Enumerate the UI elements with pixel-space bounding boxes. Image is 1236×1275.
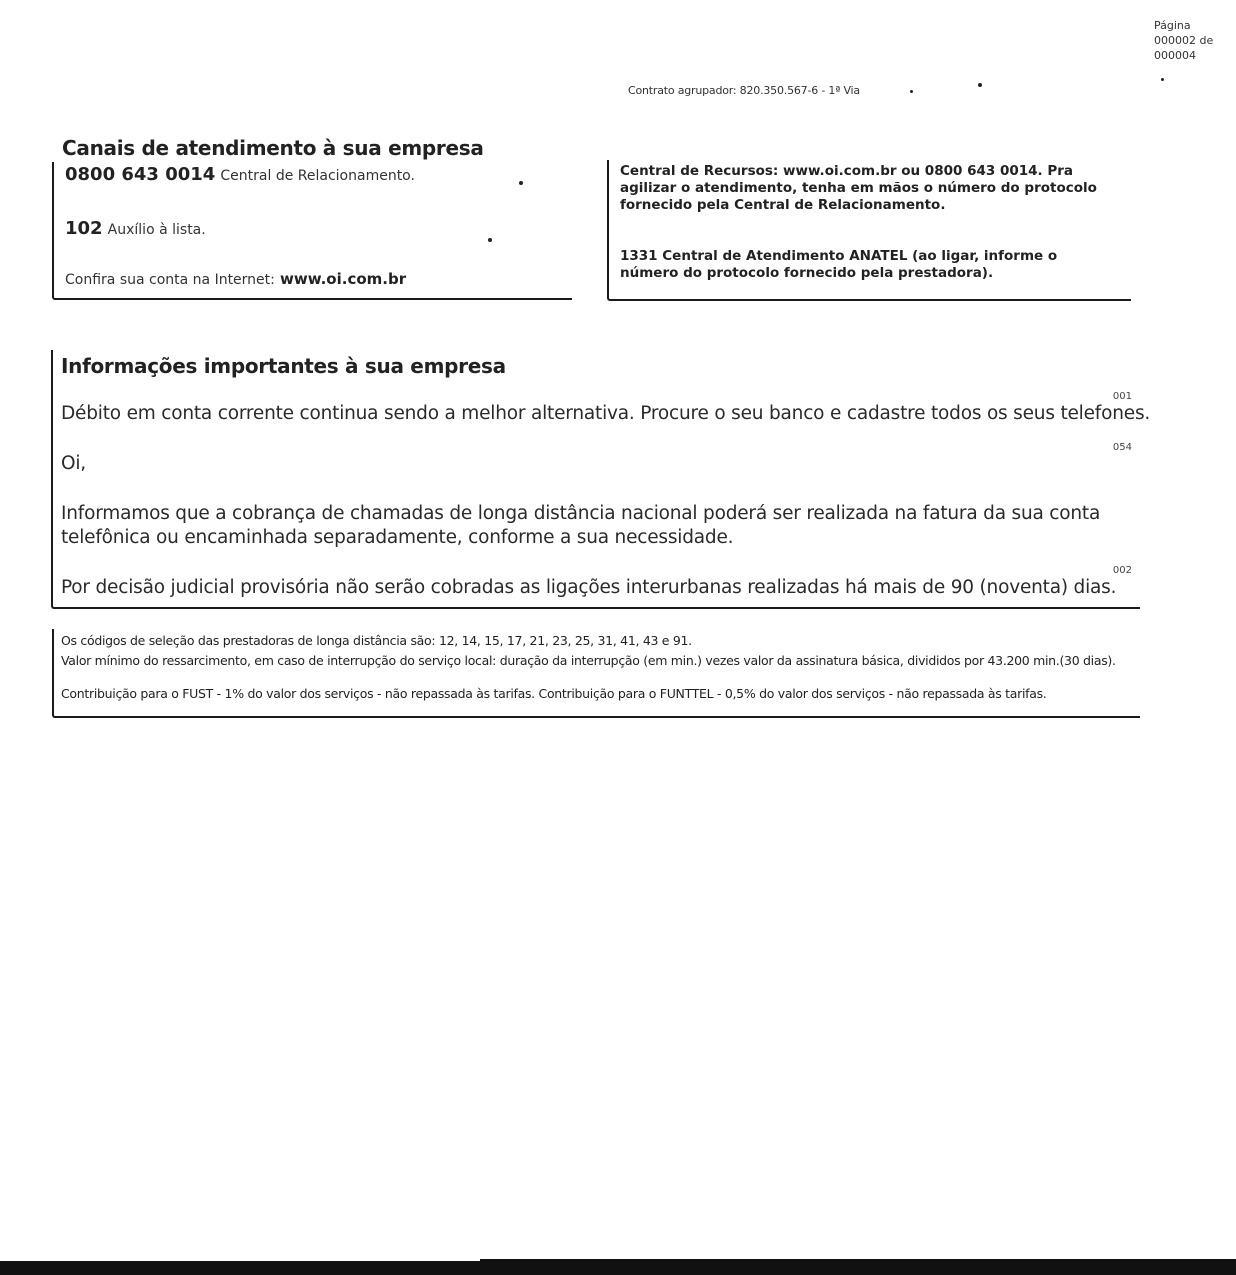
scan-speck bbox=[978, 83, 982, 87]
canais-title: Canais de atendimento à sua empresa bbox=[62, 136, 484, 160]
phone-central-number: 0800 643 0014 bbox=[65, 164, 216, 185]
note-ressarcimento: Valor mínimo do ressarcimento, em caso de interrupção do serviço local: duração da interrupção (em min.) vezes valor da assinatura básica, divididos por 43.200 min.(30 dias). bbox=[61, 653, 1116, 668]
message-cobranca-line2: telefônica ou encaminhada separadamente, conforme a sua necessidade. bbox=[61, 527, 734, 548]
recursos-box bbox=[607, 160, 1131, 301]
note-fust: Contribuição para o FUST - 1% do valor dos serviços - não repassada às tarifas. Contribuição para o FUNTTEL - 0,5% do valor dos serviços - não repassada às tarifas. bbox=[61, 686, 1047, 701]
message-decisao: Por decisão judicial provisória não serão cobradas as ligações interurbanas realizadas há mais de 90 (noventa) dias. bbox=[61, 577, 1117, 598]
anatel-text: 1331 Central de Atendimento ANATEL (ao ligar, informe o número do protocolo fornecido pela prestadora). bbox=[620, 248, 1058, 281]
message-code: 054 bbox=[1112, 442, 1132, 453]
internet-line bbox=[65, 269, 406, 288]
info-box bbox=[51, 350, 1151, 609]
message-code: 001 bbox=[1112, 391, 1132, 402]
note-codigos: Os códigos de seleção das prestadoras de longa distância são: 12, 14, 15, 17, 21, 23, 25, 31, 41, 43 e 91. bbox=[61, 633, 692, 648]
message-cobranca-line1: Informamos que a cobrança de chamadas de longa distância nacional poderá ser realizada na fatura da sua conta bbox=[61, 503, 1101, 524]
notes-box bbox=[52, 629, 1140, 718]
internet-url: www.oi.com.br bbox=[279, 270, 407, 288]
phone-central-line bbox=[65, 164, 415, 185]
scan-speck bbox=[1161, 78, 1164, 81]
scan-bottom-edge bbox=[0, 1259, 1236, 1275]
canais-box bbox=[52, 162, 572, 300]
scan-speck bbox=[910, 90, 913, 93]
page-current: 000002 de bbox=[1154, 34, 1214, 47]
contract-number: Contrato agrupador: 820.350.567-6 - 1ª Via bbox=[628, 84, 860, 97]
phone-auxilio-label: Auxílio à lista. bbox=[107, 222, 206, 238]
page-label: Página bbox=[1154, 19, 1191, 32]
internet-label: Confira sua conta na Internet: bbox=[65, 272, 275, 288]
message-code: 002 bbox=[1112, 565, 1132, 576]
message-greeting: Oi, bbox=[61, 453, 86, 474]
phone-auxilio-line bbox=[65, 218, 206, 239]
phone-auxilio-number: 102 bbox=[65, 218, 103, 239]
recursos-text: Central de Recursos: www.oi.com.br ou 0800 643 0014. Pra agilizar o atendimento, tenha em mãos o número do protocolo fornecido pela Central de Relacionamento. bbox=[620, 163, 1097, 213]
phone-central-label: Central de Relacionamento. bbox=[220, 168, 415, 184]
page-total: 000004 bbox=[1154, 49, 1196, 62]
page-number bbox=[1154, 18, 1234, 63]
message-debito: Débito em conta corrente continua sendo a melhor alternativa. Procure o seu banco e cadastre todos os seus telefones. bbox=[61, 403, 1151, 424]
info-title: Informações importantes à sua empresa bbox=[61, 354, 506, 378]
